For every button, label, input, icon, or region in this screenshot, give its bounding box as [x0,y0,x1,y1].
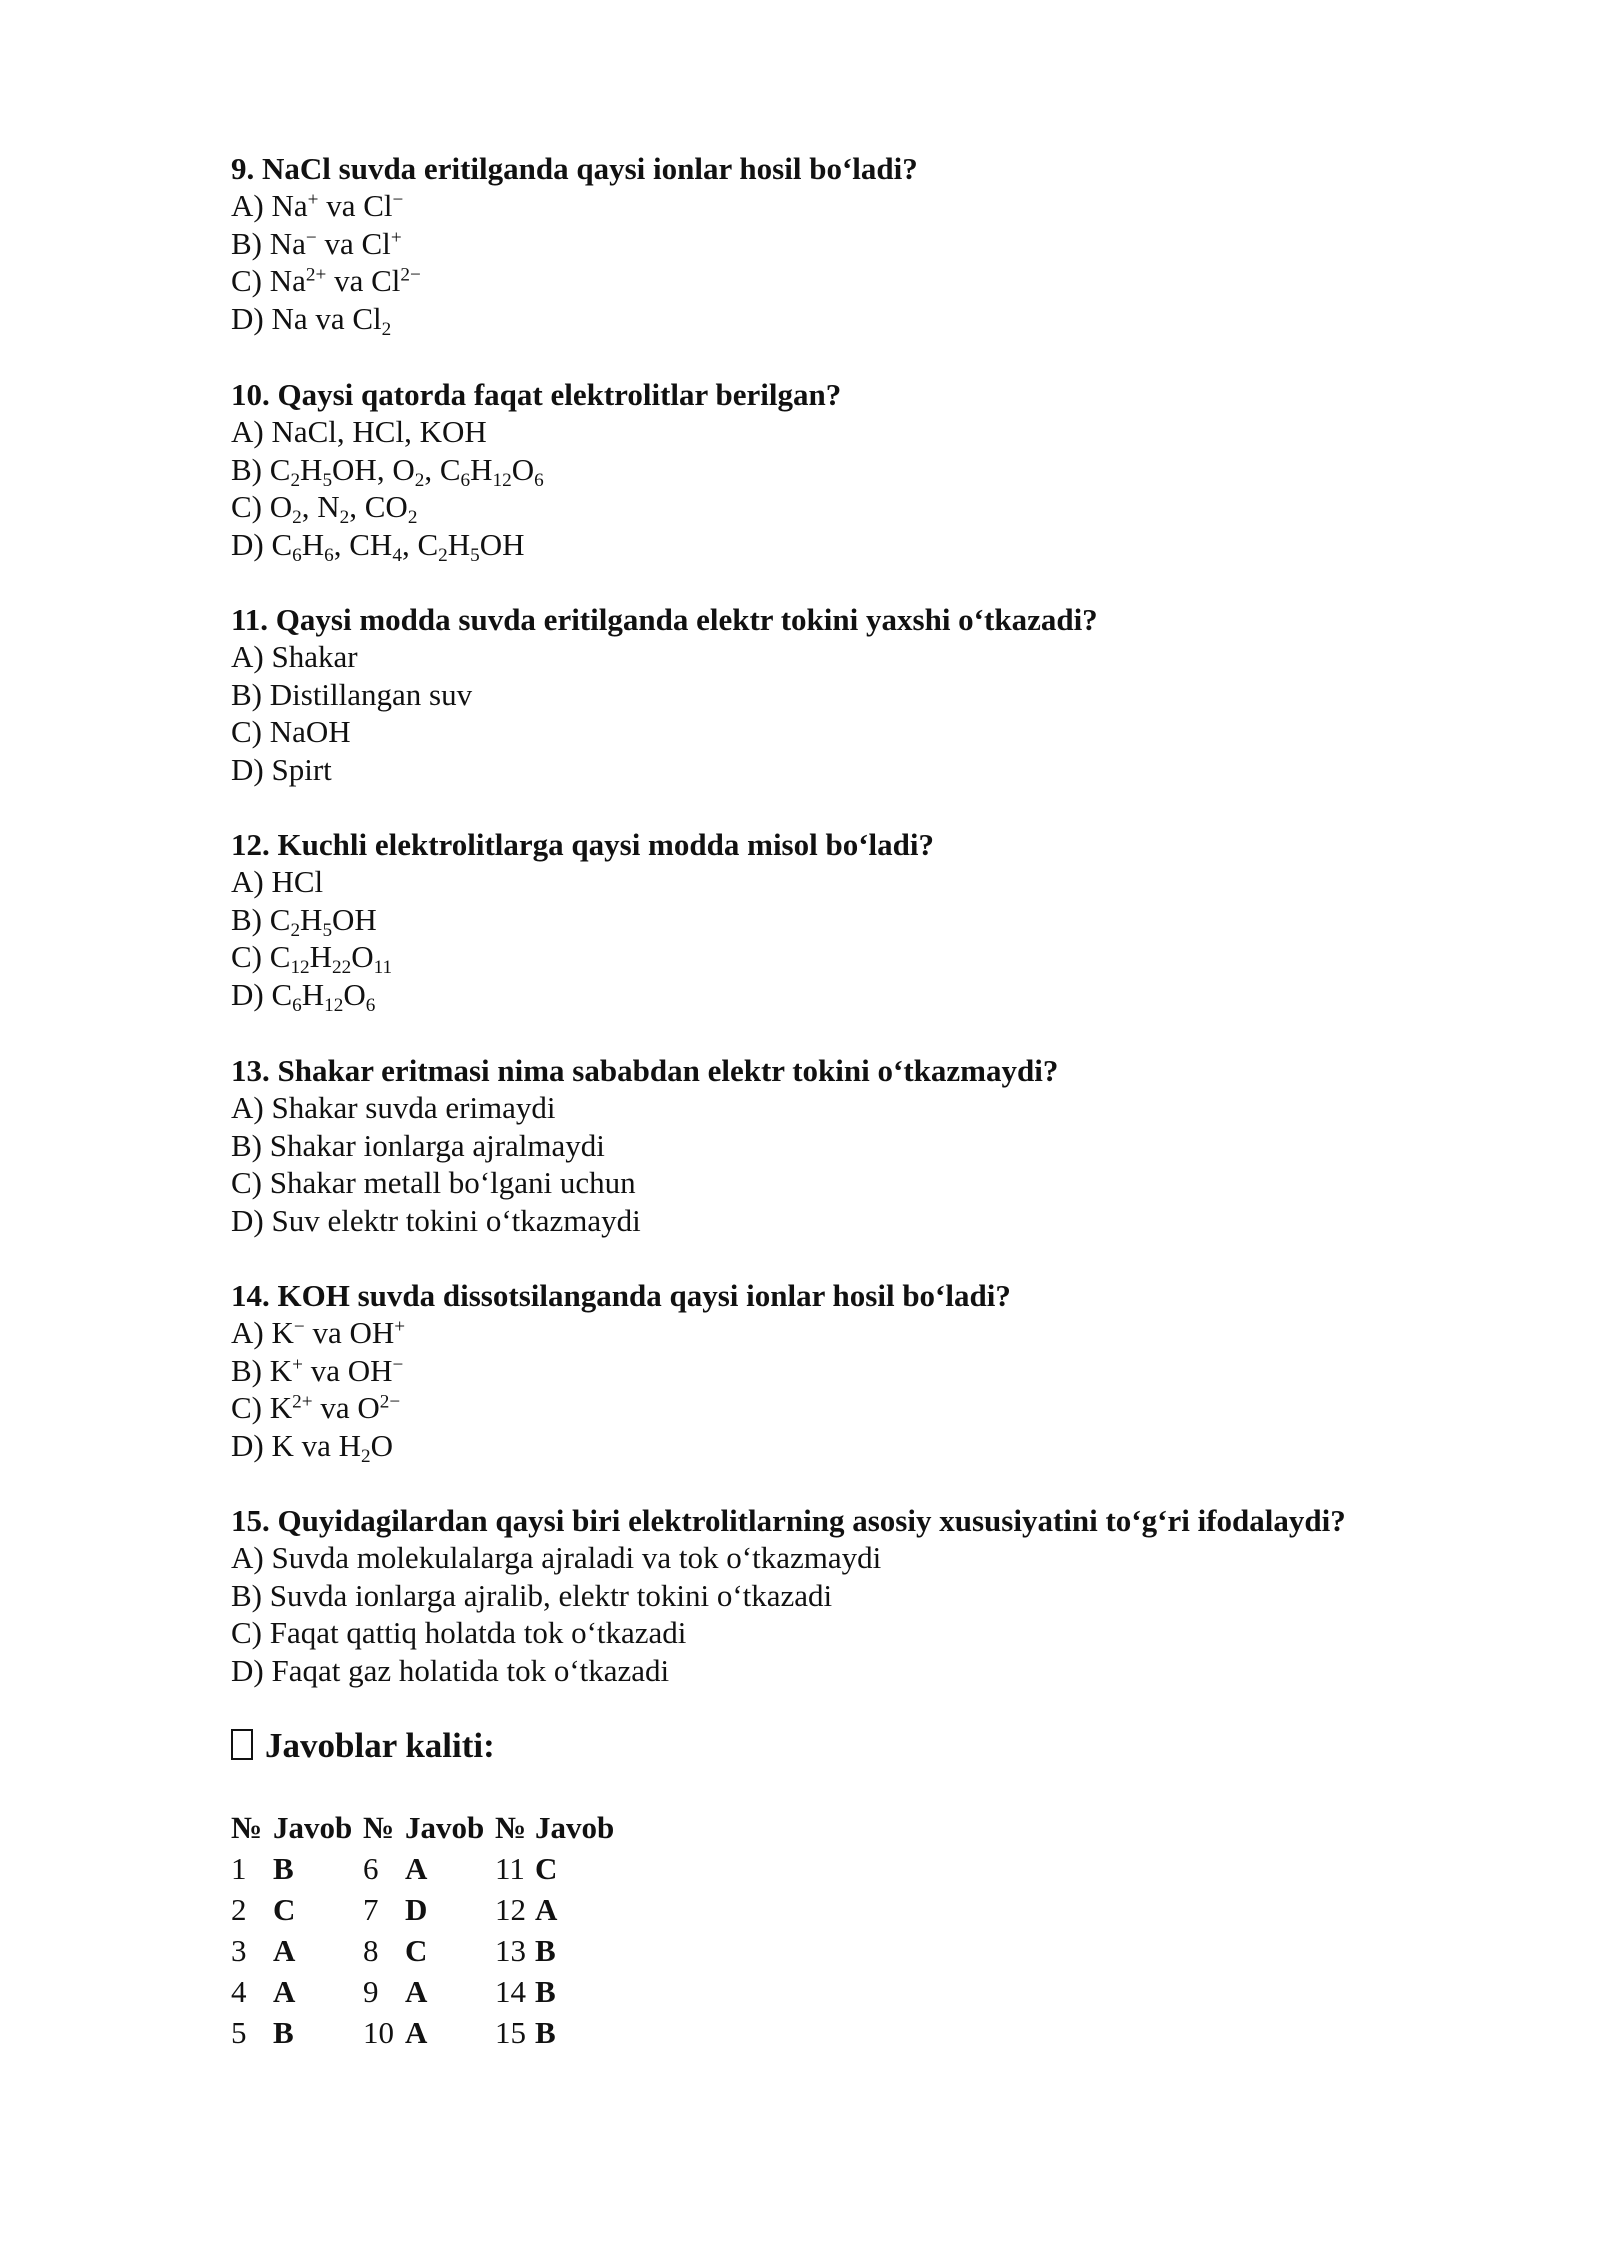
option-b: B) Suvda ionlarga ajralib, elektr tokini o‘tkazadi [231,1577,833,1613]
option-c: C) Shakar metall bo‘lgani uchun [231,1165,636,1200]
question-number: 10 [363,2014,394,2050]
table-row [231,1971,625,2012]
option-b: B) K+ va OH− [231,1352,404,1388]
answer-letter: A [405,1850,428,1886]
option-a: A) HCl [231,864,324,899]
option-c: C) NaOH [231,714,351,749]
option-a: A) Suvda molekulalarga ajraladi va tok o‘tkazmaydi [231,1540,882,1575]
question-number: 1 [231,1850,247,1886]
missing-glyph-icon [231,1729,253,1760]
answer-letter: B [535,2014,556,2050]
question-number: 3 [231,1932,247,1968]
table-row [231,1930,625,1971]
answer-letter: C [535,1850,558,1886]
question-13 [231,1052,1511,1239]
answer-letter: A [273,1973,296,2009]
option-a: A) Shakar [231,639,358,674]
question-number: 8 [363,1932,379,1968]
option-d: D) $C_6H_6$, $CH_4$, $C_2H_5OH$ [231,526,525,566]
table-row [231,1848,625,1889]
column-header-answer: Javob [273,1809,353,1845]
answer-letter: A [405,1973,428,2009]
answer-letter: D [405,1891,428,1927]
option-a: A) Na+ va Cl− [231,188,404,223]
question-9 [231,150,1511,340]
question-title: 11. Qaysi modda suvda eritilganda elektr tokini yaxshi o‘tkazadi? [231,602,1098,637]
option-d: D) Na va $Cl_2$ [231,300,392,340]
option-c: C) $O_2$, $N_2$, $CO_2$ [231,489,418,528]
option-b: B) $C_2H_5OH$, $O_2$, $C_6H_{12}O_6$ [231,451,544,491]
question-title: 15. Quyidagilardan qaysi biri elektrolitlarning asosiy xususiyatini to‘g‘ri ifodalaydi? [231,1503,1346,1538]
option-a: A) NaCl, HCl, KOH [231,414,487,449]
answer-key-table [231,1807,625,2053]
answer-letter: A [405,2014,428,2050]
option-d: D) Spirt [231,751,332,787]
question-14 [231,1277,1511,1467]
option-b: B) Shakar ionlarga ajralmaydi [231,1127,605,1163]
option-c: C) Faqat qattiq holatda tok o‘tkazadi [231,1615,687,1650]
option-a: A) K− va OH+ [231,1315,406,1350]
question-title: 14. KOH suvda dissotsilanganda qaysi ionlar hosil bo‘ladi? [231,1278,1011,1313]
answer-letter: A [535,1891,558,1927]
question-number: 11 [495,1850,525,1886]
table-header-row [231,1807,625,1848]
option-b: B) $C_2H_5OH$ [231,901,377,941]
question-title: 13. Shakar eritmasi nima sababdan elektr tokini o‘tkazmaydi? [231,1053,1059,1088]
question-number: 13 [495,1932,526,1968]
answer-letter: C [273,1891,296,1927]
option-d: D) Faqat gaz holatida tok o‘tkazadi [231,1652,670,1688]
column-header-answer: Javob [535,1809,615,1845]
answer-letter: C [405,1932,428,1968]
question-title: 9. NaCl suvda eritilganda qaysi ionlar hosil bo‘ladi? [231,151,918,186]
answer-letter: B [535,1973,556,2009]
option-c: C) $K^{2+}$ va $O^{2-}$ [231,1390,401,1425]
question-title: 10. Qaysi qatorda faqat elektrolitlar berilgan? [231,377,842,412]
question-number: 2 [231,1891,247,1927]
column-header-number: № [363,1809,395,1845]
answer-key-title: Javoblar kaliti: [265,1726,495,1765]
option-b: B) Distillangan suv [231,676,473,712]
question-15 [231,1502,1511,1689]
answer-letter: B [535,1932,556,1968]
question-11 [231,601,1511,788]
column-header-answer: Javob [405,1809,485,1845]
question-12 [231,826,1511,1016]
question-number: 6 [363,1850,379,1886]
column-header-number: № [231,1809,263,1845]
option-c: C) $C_{12}H_{22}O_{11}$ [231,939,393,978]
question-number: 12 [495,1891,526,1927]
answer-letter: A [273,1932,296,1968]
answer-key-heading [231,1725,495,1767]
question-title: 12. Kuchli elektrolitlarga qaysi modda misol bo‘ladi? [231,827,935,862]
option-a: A) Shakar suvda erimaydi [231,1090,556,1125]
option-d: D) K va $H_2O$ [231,1427,393,1467]
table-row [231,1889,625,1930]
question-number: 5 [231,2014,247,2050]
option-d: D) $C_6H_{12}O_6$ [231,976,376,1016]
answer-letter: B [273,1850,294,1886]
question-number: 15 [495,2014,526,2050]
question-10 [231,376,1511,566]
table-row [231,2012,625,2053]
question-number: 9 [363,1973,379,2009]
option-c: C) $Na^{2+}$ va $Cl^{2-}$ [231,263,421,298]
option-d: D) Suv elektr tokini o‘tkazmaydi [231,1202,641,1238]
question-number: 4 [231,1973,247,2009]
question-number: 14 [495,1973,526,2009]
option-b: B) Na− va Cl+ [231,225,402,261]
question-number: 7 [363,1891,379,1927]
answer-letter: B [273,2014,294,2050]
column-header-number: № [495,1809,527,1845]
